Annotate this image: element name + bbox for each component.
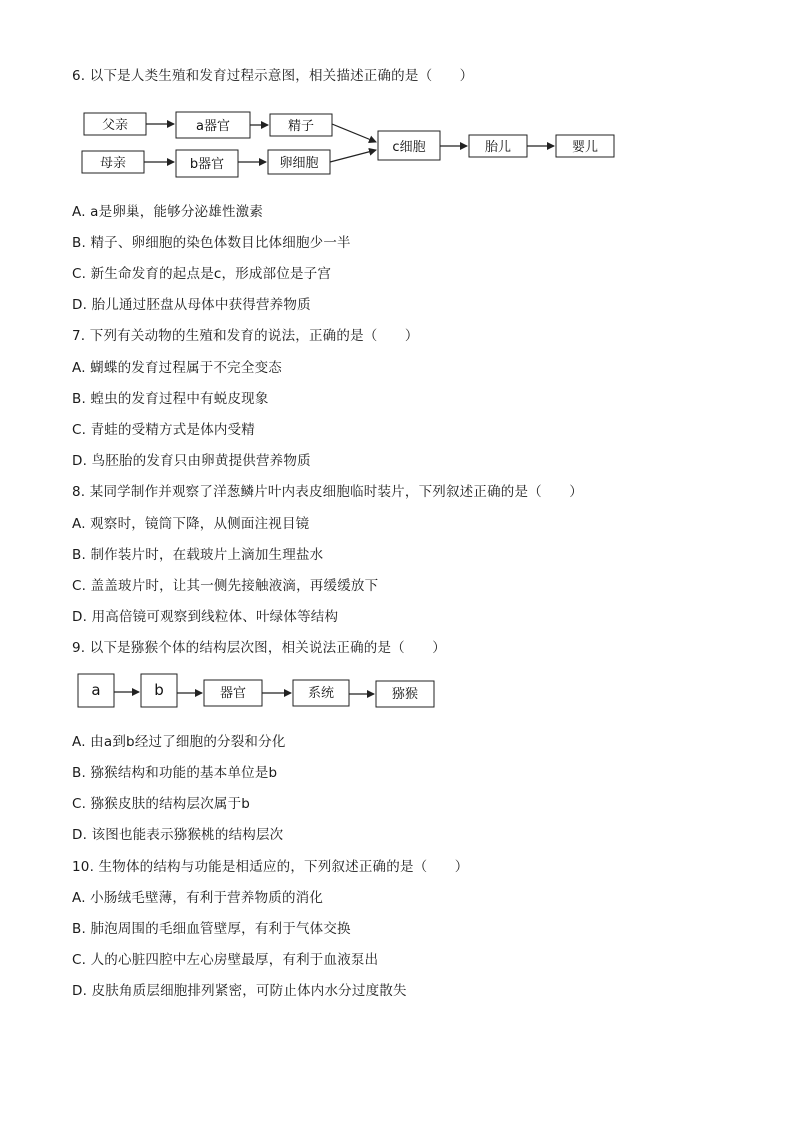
q8-stem: 8. 某同学制作并观察了洋葱鳞片叶内表皮细胞临时装片，下列叙述正确的是（ ） [72, 484, 583, 500]
arrow-egg-cell-c [330, 150, 376, 162]
q9-stem: 9. 以下是猕猴个体的结构层次图，相关说法正确的是（ ） [72, 640, 446, 656]
q6-option-b: B. 精子、卵细胞的染色体数目比体细胞少一半 [72, 235, 351, 251]
level-a-label: a [91, 681, 101, 699]
q8-option-a: A. 观察时，镜筒下降，从侧面注视目镜 [72, 516, 310, 532]
q10-option-b: B. 肺泡周围的毛细血管壁厚，有利于气体交换 [72, 921, 351, 937]
mother-label: 母亲 [99, 156, 127, 171]
fetus-label: 胎儿 [484, 140, 512, 155]
organ-a-label: a器官 [196, 119, 230, 134]
infant-label: 婴儿 [571, 140, 599, 155]
q6-option-a: A. a是卵巢，能够分泌雄性激素 [72, 204, 264, 220]
q7-option-d: D. 鸟胚胎的发育只由卵黄提供营养物质 [72, 453, 311, 469]
organ-b-label: b器官 [189, 157, 225, 172]
q10-stem: 10. 生物体的结构与功能是相适应的，下列叙述正确的是（ ） [72, 859, 469, 875]
father-label: 父亲 [101, 118, 129, 133]
egg-label: 卵细胞 [279, 156, 319, 171]
q10-option-a: A. 小肠绒毛壁薄，有利于营养物质的消化 [72, 890, 324, 906]
system-label: 系统 [307, 686, 335, 701]
q7-option-b: B. 蝗虫的发育过程中有蜕皮现象 [72, 391, 269, 407]
q9-option-d: D. 该图也能表示猕猴桃的结构层次 [72, 827, 284, 843]
q8-option-b: B. 制作装片时，在载玻片上滴加生理盐水 [72, 547, 324, 563]
monkey-label: 猕猴 [391, 687, 419, 702]
cell-c-label: c细胞 [392, 140, 426, 155]
q6-diagram [0, 0, 794, 200]
q10-option-d: D. 皮肤角质层细胞排列紧密，可防止体内水分过度散失 [72, 983, 407, 999]
organ-label: 器官 [219, 686, 247, 701]
q10-option-c: C. 人的心脏四腔中左心房壁最厚，有利于血液泵出 [72, 952, 379, 968]
q9-diagram [0, 660, 794, 720]
q6-option-d: D. 胎儿通过胚盘从母体中获得营养物质 [72, 297, 311, 313]
q8-option-d: D. 用高倍镜可观察到线粒体、叶绿体等结构 [72, 609, 339, 625]
level-b-label: b [154, 681, 164, 699]
q7-option-a: A. 蝴蝶的发育过程属于不完全变态 [72, 360, 282, 376]
arrow-sperm-cell-c [332, 124, 376, 142]
sperm-label: 精子 [287, 119, 315, 134]
q6-stem: 6. 以下是人类生殖和发育过程示意图，相关描述正确的是（ ） [72, 68, 474, 84]
q9-option-c: C. 猕猴皮肤的结构层次属于b [72, 796, 251, 812]
q9-option-b: B. 猕猴结构和功能的基本单位是b [72, 765, 278, 781]
q7-option-c: C. 青蛙的受精方式是体内受精 [72, 422, 256, 438]
q8-option-c: C. 盖盖玻片时，让其一侧先接触液滴，再缓缓放下 [72, 578, 379, 594]
q7-stem: 7. 下列有关动物的生殖和发育的说法，正确的是（ ） [72, 328, 419, 344]
q6-option-c: C. 新生命发育的起点是c，形成部位是子宫 [72, 266, 332, 282]
q9-option-a: A. 由a到b经过了细胞的分裂和分化 [72, 734, 286, 750]
